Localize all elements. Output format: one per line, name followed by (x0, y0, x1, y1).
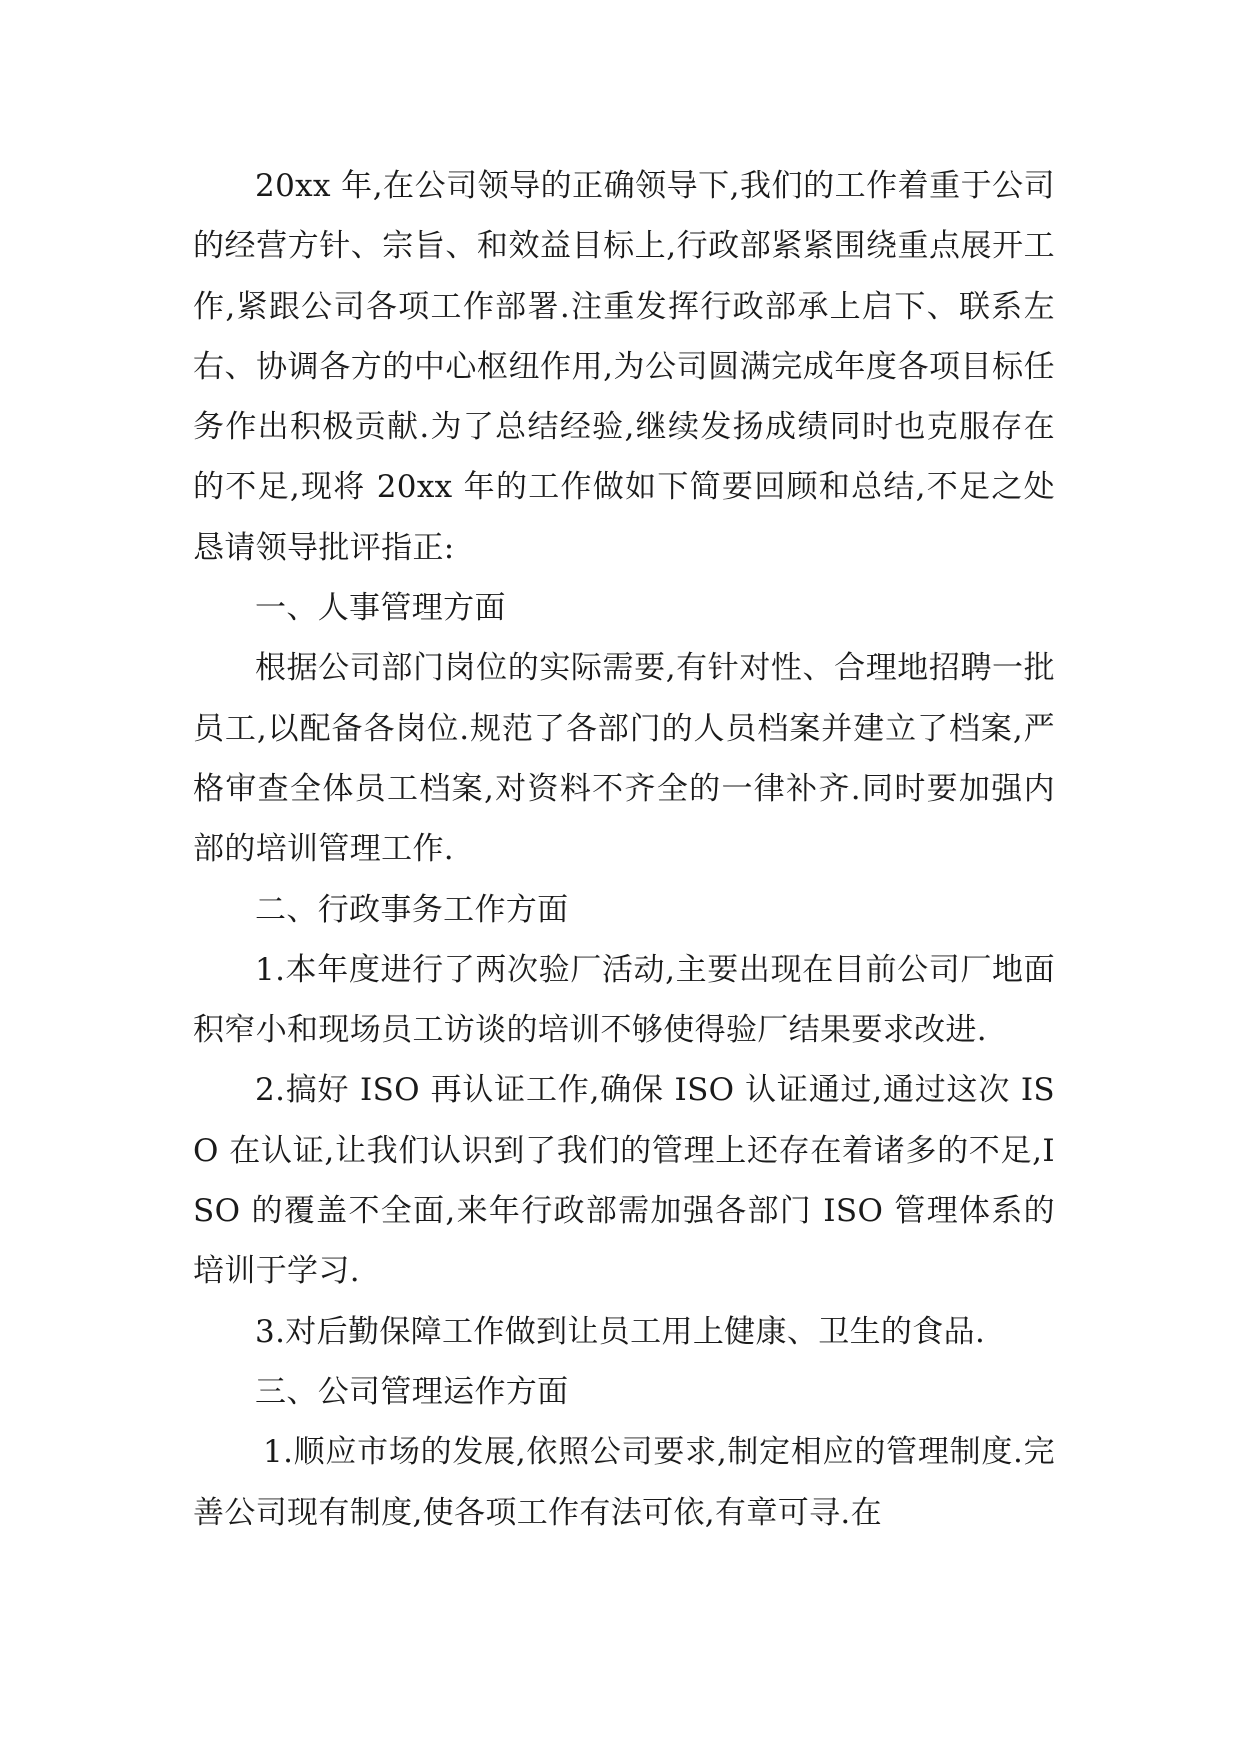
document-body (193, 156, 1055, 1543)
personnel-paragraph: 根据公司部门岗位的实际需要,有针对性、合理地招聘一批员工,以配备各岗位.规范了各部门的人员档案并建立了档案,严格审查全体员工档案,对资料不齐全的一律补齐.同时要加强内部的培训管理工作. (193, 650, 1055, 868)
admin-item-2-paragraph: 2.搞好 ISO 再认证工作,确保 ISO 认证通过,通过这次 ISO 在认证,让我们认识到了我们的管理上还存在着诸多的不足,ISO 的覆盖不全面,来年行政部需加强各部门 ISO 管理体系的培训于学习. (193, 1072, 1055, 1290)
section-heading-personnel: 一、人事管理方面 (255, 590, 506, 627)
admin-item-3-paragraph: 3.对后勤保障工作做到让员工用上健康、卫生的食品. (255, 1313, 986, 1350)
section-heading-management: 三、公司管理运作方面 (255, 1373, 569, 1410)
section-heading-admin-affairs: 二、行政事务工作方面 (255, 891, 569, 928)
admin-item-1-paragraph: 1.本年度进行了两次验厂活动,主要出现在目前公司厂地面积窄小和现场员工访谈的培训不够使得验厂结果要求改进. (193, 951, 1055, 1049)
intro-paragraph: 20xx 年,在公司领导的正确领导下,我们的工作着重于公司的经营方针、宗旨、和效益目标上,行政部紧紧围绕重点展开工作,紧跟公司各项工作部署.注重发挥行政部承上启下、联系左右、协调各方的中心枢纽作用,为公司圆满完成年度各项目标任务作出积极贡献.为了总结经验,继续发扬成绩同时也克服存在的不足,现将 20xx 年的工作做如下简要回顾和总结,不足之处恳请领导批评指正: (193, 168, 1055, 566)
management-item-1-paragraph: 1.顺应市场的发展,依照公司要求,制定相应的管理制度.完善公司现有制度,使各项工作有法可依,有章可寻.在 (193, 1434, 1055, 1531)
